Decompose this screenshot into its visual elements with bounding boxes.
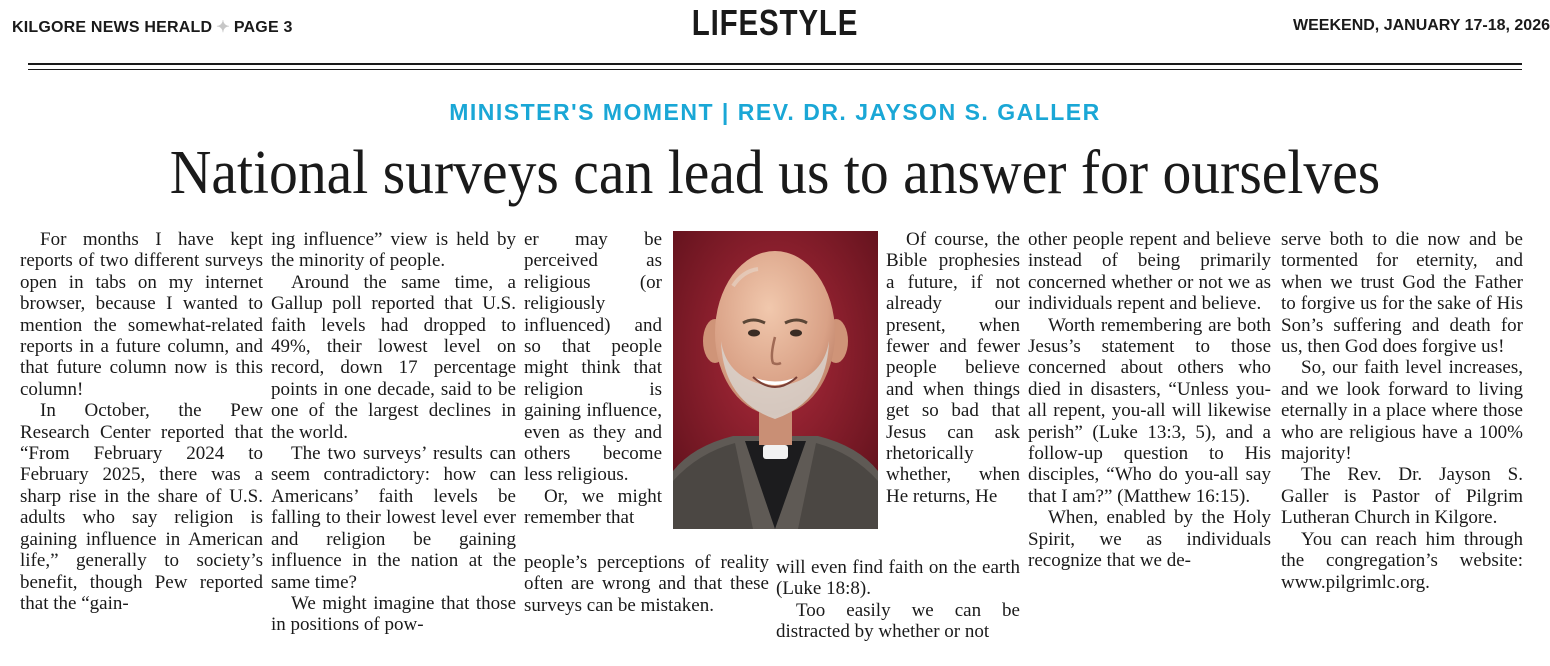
article-column-5 [1028, 229, 1271, 659]
paragraph: other people repent and believe instead of being primarily concerned whether or not we as individuals repent and believe. [1028, 229, 1271, 315]
article-column-3-continued [524, 552, 769, 660]
paragraph: people’s perceptions of reality often are wrong and that these surveys can be mistaken. [524, 552, 769, 616]
article-column-4-continued [776, 557, 1020, 660]
article-column-3 [524, 229, 662, 539]
paragraph: In October, the Pew Research Center reported that “From February 2024 to February 2025, there was a sharp rise in the share of U.S. adults who say religion is gaining influence in American life,” generally to society’s benefit, though Pew reported that the “gain- [20, 400, 263, 614]
paragraph: You can reach him through the congregation’s website: www.pilgrimlc.org. [1281, 528, 1523, 593]
paragraph: er may be perceived as religious (or religiously influenced) and so that people might think that religion is gaining influence, even as they and others become less religious. [524, 229, 662, 486]
article-column-6 [1281, 229, 1523, 659]
paragraph: ing influence” view is held by the minority of people. [271, 229, 516, 272]
author-photo [673, 231, 878, 529]
section-title: LIFESTYLE [691, 2, 859, 43]
paragraph: When, enabled by the Holy Spirit, we as individuals recognize that we de- [1028, 507, 1271, 572]
paper-name: KILGORE NEWS HERALD [12, 19, 213, 36]
diamond-separator-icon: ✦ [216, 19, 230, 36]
paragraph: For months I have kept reports of two different surveys open in tabs on my internet browser, because I wanted to mention the somewhat-related reports in a future column, and that future column now is this column! [20, 229, 263, 400]
article-column-2 [271, 229, 516, 659]
paragraph: We might imagine that those in positions of pow- [271, 592, 516, 636]
paragraph: Around the same time, a Gallup poll reported that U.S. faith levels had dropped to 49%, their lowest level on record, down 17 percentage points in one decade, said to be one of the largest declines in the world. [271, 271, 516, 443]
paragraph: serve both to die now and be tormented for eternity, and when we trust God the Father to forgive us for the sake of His Son’s suffering and death for us, then God does forgive us! [1281, 229, 1523, 358]
paragraph: Worth remembering are both Jesus’s statement to those concerned about others who died in disasters, “Unless you-all repent, you-all will likewise perish” (Luke 13:3, 5), and a follow-up question to His disciples, “Who do you-all say that I am?” (Matthew 16:15). [1028, 314, 1271, 507]
author-portrait-icon [673, 231, 878, 529]
paragraph: Of course, the Bible prophesies a future, if not already our present, when fewer and fewer people believe and when things get so bad that Jesus can ask rhetorically whether, when He returns, He [886, 229, 1020, 507]
article-column-1 [20, 229, 263, 659]
paragraph: Too easily we can be distracted by whether or not [776, 599, 1020, 643]
paragraph: So, our faith level increases, and we look forward to living eternally in a place where those who are religious have a 100% majority! [1281, 357, 1523, 465]
article-column-4 [886, 229, 1020, 554]
masthead-rule-thick [28, 63, 1522, 65]
headline: National surveys can lead us to answer for ourselves [169, 139, 1381, 207]
paragraph: The two surveys’ results can seem contradictory: how can Americans’ faith levels be falling to their lowest level ever and religion be gaining influence in the nation at the same time? [271, 443, 516, 593]
column-kicker: MINISTER'S MOMENT | REV. DR. JAYSON S. GALLER [449, 99, 1101, 125]
masthead-rule-thin [28, 69, 1522, 70]
page-number: PAGE 3 [233, 19, 293, 36]
paragraph: Or, we might remember that [524, 485, 662, 529]
paragraph: The Rev. Dr. Jayson S. Galler is Pastor of Pilgrim Lutheran Church in Kilgore. [1281, 464, 1523, 529]
issue-date: WEEKEND, JANUARY 17-18, 2026 [1293, 17, 1550, 34]
paragraph: will even find faith on the earth (Luke 18:8). [776, 557, 1020, 600]
